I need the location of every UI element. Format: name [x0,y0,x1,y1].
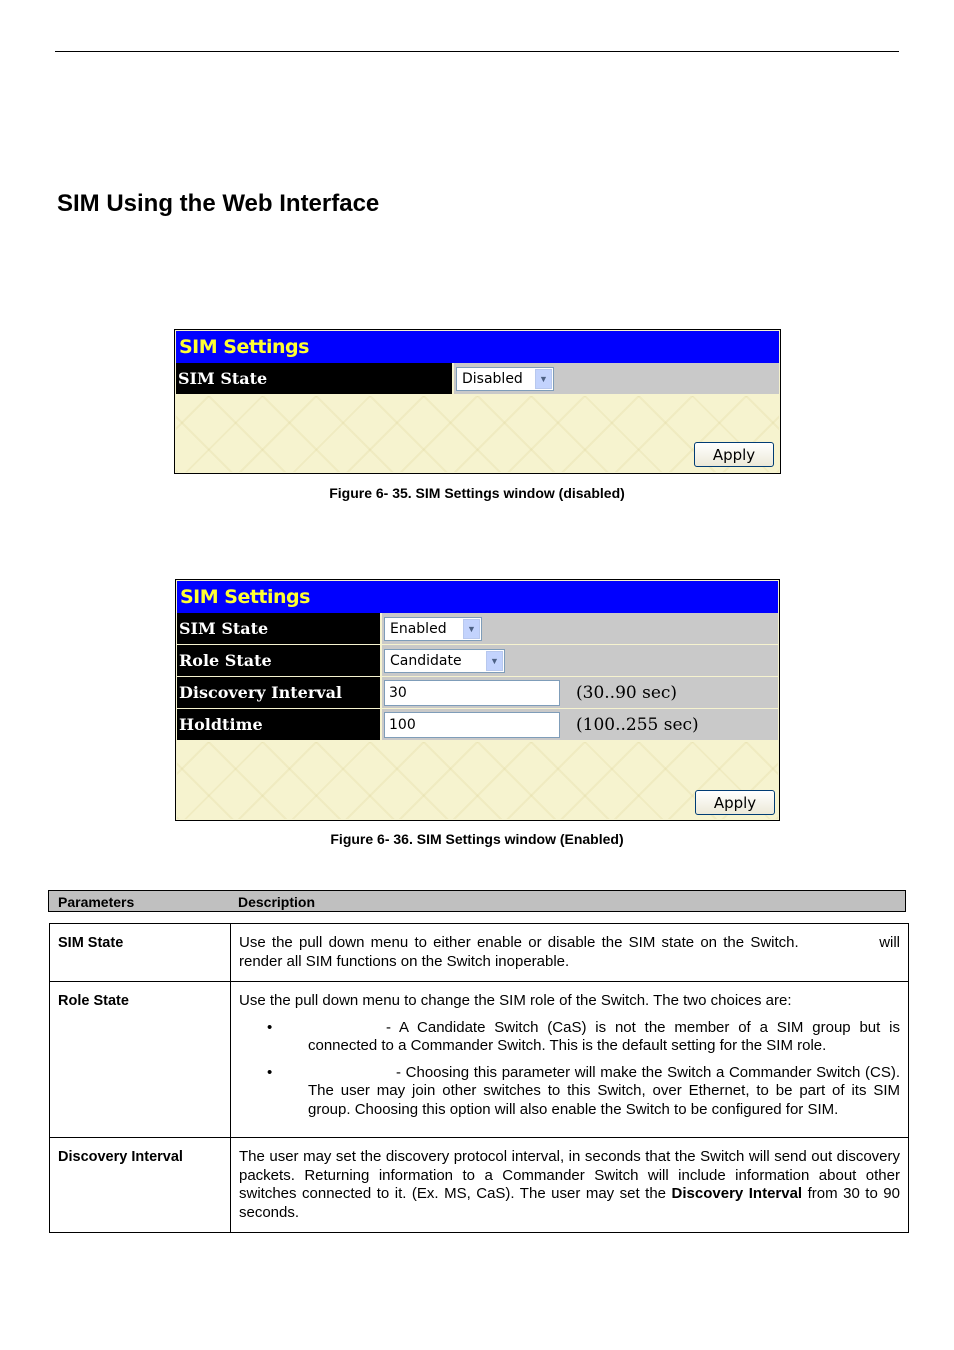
param-description [231,1138,909,1233]
apply-button[interactable]: Apply [695,790,775,815]
window-title: SIM Settings [179,336,309,358]
chevron-down-icon[interactable]: ▼ [535,369,552,389]
window-title: SIM Settings [180,586,310,608]
table-row [50,924,909,982]
holdtime-range: (100..255 sec) [576,714,699,735]
background-pattern [176,396,779,472]
role-state-select[interactable] [384,649,505,673]
bullet-icon: • [267,1063,273,1081]
header-rule [55,51,899,52]
param-description [231,924,909,982]
parameters-header: Parameters [58,894,135,910]
sim-settings-window-disabled [174,329,781,474]
description-text [239,934,900,971]
background-pattern [177,742,778,819]
description-header: Description [238,894,316,910]
role-state-label: Role State [177,645,380,676]
discovery-interval-input[interactable]: 30 [384,680,560,706]
role-state-row [177,645,778,676]
param-name: Discovery Interval [50,1138,231,1233]
description-part: Use the pull down menu to either enable or disable the SIM state on the Switch. [239,934,799,951]
holdtime-label: Holdtime [177,709,380,740]
description-text: Use the pull down menu to change the SIM role of the Switch. The two choices are: [239,992,792,1009]
sim-state-value: Enabled [390,620,447,637]
holdtime-input[interactable]: 100 [384,712,560,738]
sim-state-label: SIM State [177,613,380,644]
sim-state-select[interactable] [456,367,554,391]
role-state-cell [382,645,778,676]
table-row [50,982,909,1138]
description-part: will render all SIM functions on the Switch inoperable. [239,934,901,970]
holdtime-row [177,709,778,740]
discovery-interval-label: Discovery Interval [177,677,380,708]
window-title-bar [176,331,779,363]
window-title-bar [177,581,778,613]
bullet-icon: • [267,1018,273,1036]
list-item [239,1064,900,1120]
figure-caption: Figure 6- 36. SIM Settings window (Enabled) [330,831,624,847]
discovery-interval-range: (30..90 sec) [576,682,678,703]
chevron-down-icon[interactable]: ▼ [463,619,480,639]
sim-state-row [177,613,778,644]
table-row [50,1138,909,1233]
role-choices-list [239,1019,900,1120]
figure-caption: Figure 6- 35. SIM Settings window (disabled) [329,485,625,501]
param-description [231,982,909,1138]
param-name: SIM State [50,924,231,982]
sim-state-select[interactable] [384,617,482,641]
description-bold: Discovery Interval [671,1185,803,1202]
apply-button[interactable]: Apply [694,442,774,467]
bullet-text: - A Candidate Switch (CaS) is not the member of a SIM group but is connected to a Commander Switch. This is the default setting for the SIM role. [308,1018,900,1054]
bullet-text: - Choosing this parameter will make the Switch a Commander Switch (CS). The user may join other switches to this Switch, over Ethernet, to be part of its SIM group. Choosing this option will also enable the Switch to be configured for SIM. [308,1063,900,1118]
description-text [239,1148,900,1222]
description-part: The user may set the discovery protocol interval, in seconds that the Switch will send out discovery packets. Returning information to a Commander Switch will include information about other switches connected to it. (Ex. MS, CaS). The user may set the [239,1148,900,1202]
page-title: SIM Using the Web Interface [57,190,380,217]
chevron-down-icon[interactable]: ▼ [486,651,503,671]
sim-state-row [176,363,779,394]
list-item [239,1019,900,1056]
role-state-value: Candidate [390,652,462,669]
sim-state-value: Disabled [462,370,523,387]
sim-state-cell [454,363,779,394]
sim-settings-window-enabled [175,579,780,821]
discovery-interval-row [177,677,778,708]
sim-state-label: SIM State [176,363,452,394]
param-name: Role State [50,982,231,1138]
holdtime-cell [382,709,778,740]
description-part: from 30 to 90 seconds. [239,1185,900,1221]
discovery-interval-cell [382,677,778,708]
sim-state-cell [382,613,778,644]
params-table [49,923,909,1233]
params-table-header [48,890,906,912]
